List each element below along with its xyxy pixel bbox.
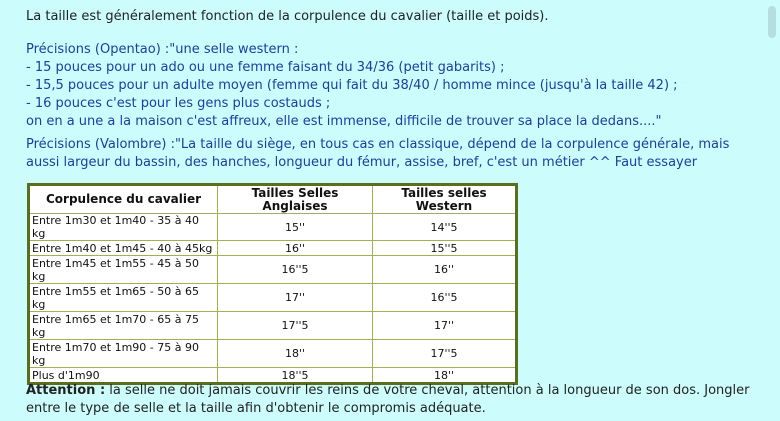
attention-label: Attention : [26, 383, 106, 398]
precisions-valombre-line: Précisions (Valombre) :"La taille du siège, en tous cas en classique, dépend de la corpulence générale, mais [26, 137, 730, 152]
precisions-opentao [26, 41, 678, 131]
cell-corpulence: Entre 1m65 et 1m70 - 65 à 75 kg [29, 312, 218, 340]
cell-anglaise: 18'' [218, 340, 373, 368]
table-row [29, 284, 517, 312]
precisions-opentao-heading: Précisions (Opentao) :"une selle western : [26, 42, 299, 57]
cell-western: 16'' [373, 256, 517, 284]
cell-corpulence: Entre 1m30 et 1m40 - 35 à 40 kg [29, 214, 218, 241]
cell-anglaise: 17'' [218, 284, 373, 312]
cell-western: 16''5 [373, 284, 517, 312]
precisions-opentao-line: - 15 pouces pour un ado ou une femme faisant du 34/36 (petit gabarits) ; [26, 60, 505, 75]
table-row [29, 340, 517, 368]
cell-anglaise: 18''5 [218, 368, 373, 384]
cell-western: 15''5 [373, 241, 517, 256]
cell-corpulence: Entre 1m45 et 1m55 - 45 à 50 kg [29, 256, 218, 284]
precisions-opentao-line: - 15,5 pouces pour un adulte moyen (femme qui fait du 38/40 / homme mince (jusqu'à la taille 42) ; [26, 78, 678, 93]
cell-anglaise: 17''5 [218, 312, 373, 340]
cell-anglaise: 16'' [218, 241, 373, 256]
cell-western: 14''5 [373, 214, 517, 241]
attention-text: la selle ne doit jamais couvrir les reins de votre cheval, attention à la longueur de son dos. Jongler entre le type de selle et la taille afin d'obtenir le compromis adéquate. [26, 383, 750, 416]
cell-western: 17'' [373, 312, 517, 340]
cell-corpulence: Plus d'1m90 [29, 368, 218, 384]
precisions-valombre [26, 136, 729, 172]
cell-western: 18'' [373, 368, 517, 384]
cell-western: 17''5 [373, 340, 517, 368]
cell-corpulence: Entre 1m40 et 1m45 - 40 à 45kg [29, 241, 218, 256]
attention-note [26, 382, 776, 418]
table-row [29, 241, 517, 256]
precisions-opentao-line: - 16 pouces c'est pour les gens plus costauds ; [26, 96, 331, 111]
saddle-size-table [27, 183, 518, 385]
table-row [29, 214, 517, 241]
table-row [29, 312, 517, 340]
table-header-row [29, 185, 517, 214]
header-anglaise: Tailles Selles Anglaises [218, 185, 373, 214]
scrollbar-thumb[interactable] [768, 6, 776, 38]
precisions-valombre-line: aussi largeur du bassin, des hanches, longueur du fémur, assise, bref, c'est un métier ^^ Faut essayer [26, 155, 698, 170]
header-western: Tailles selles Western [373, 185, 517, 214]
cell-anglaise: 15'' [218, 214, 373, 241]
table-row [29, 256, 517, 284]
header-corpulence: Corpulence du cavalier [29, 185, 218, 214]
cell-corpulence: Entre 1m70 et 1m90 - 75 à 90 kg [29, 340, 218, 368]
precisions-opentao-line: on en a une a la maison c'est affreux, elle est immense, difficile de trouver sa place la dedans...." [26, 114, 662, 129]
cell-corpulence: Entre 1m55 et 1m65 - 50 à 65 kg [29, 284, 218, 312]
intro-text: La taille est généralement fonction de la corpulence du cavalier (taille et poids). [26, 9, 549, 24]
cell-anglaise: 16''5 [218, 256, 373, 284]
